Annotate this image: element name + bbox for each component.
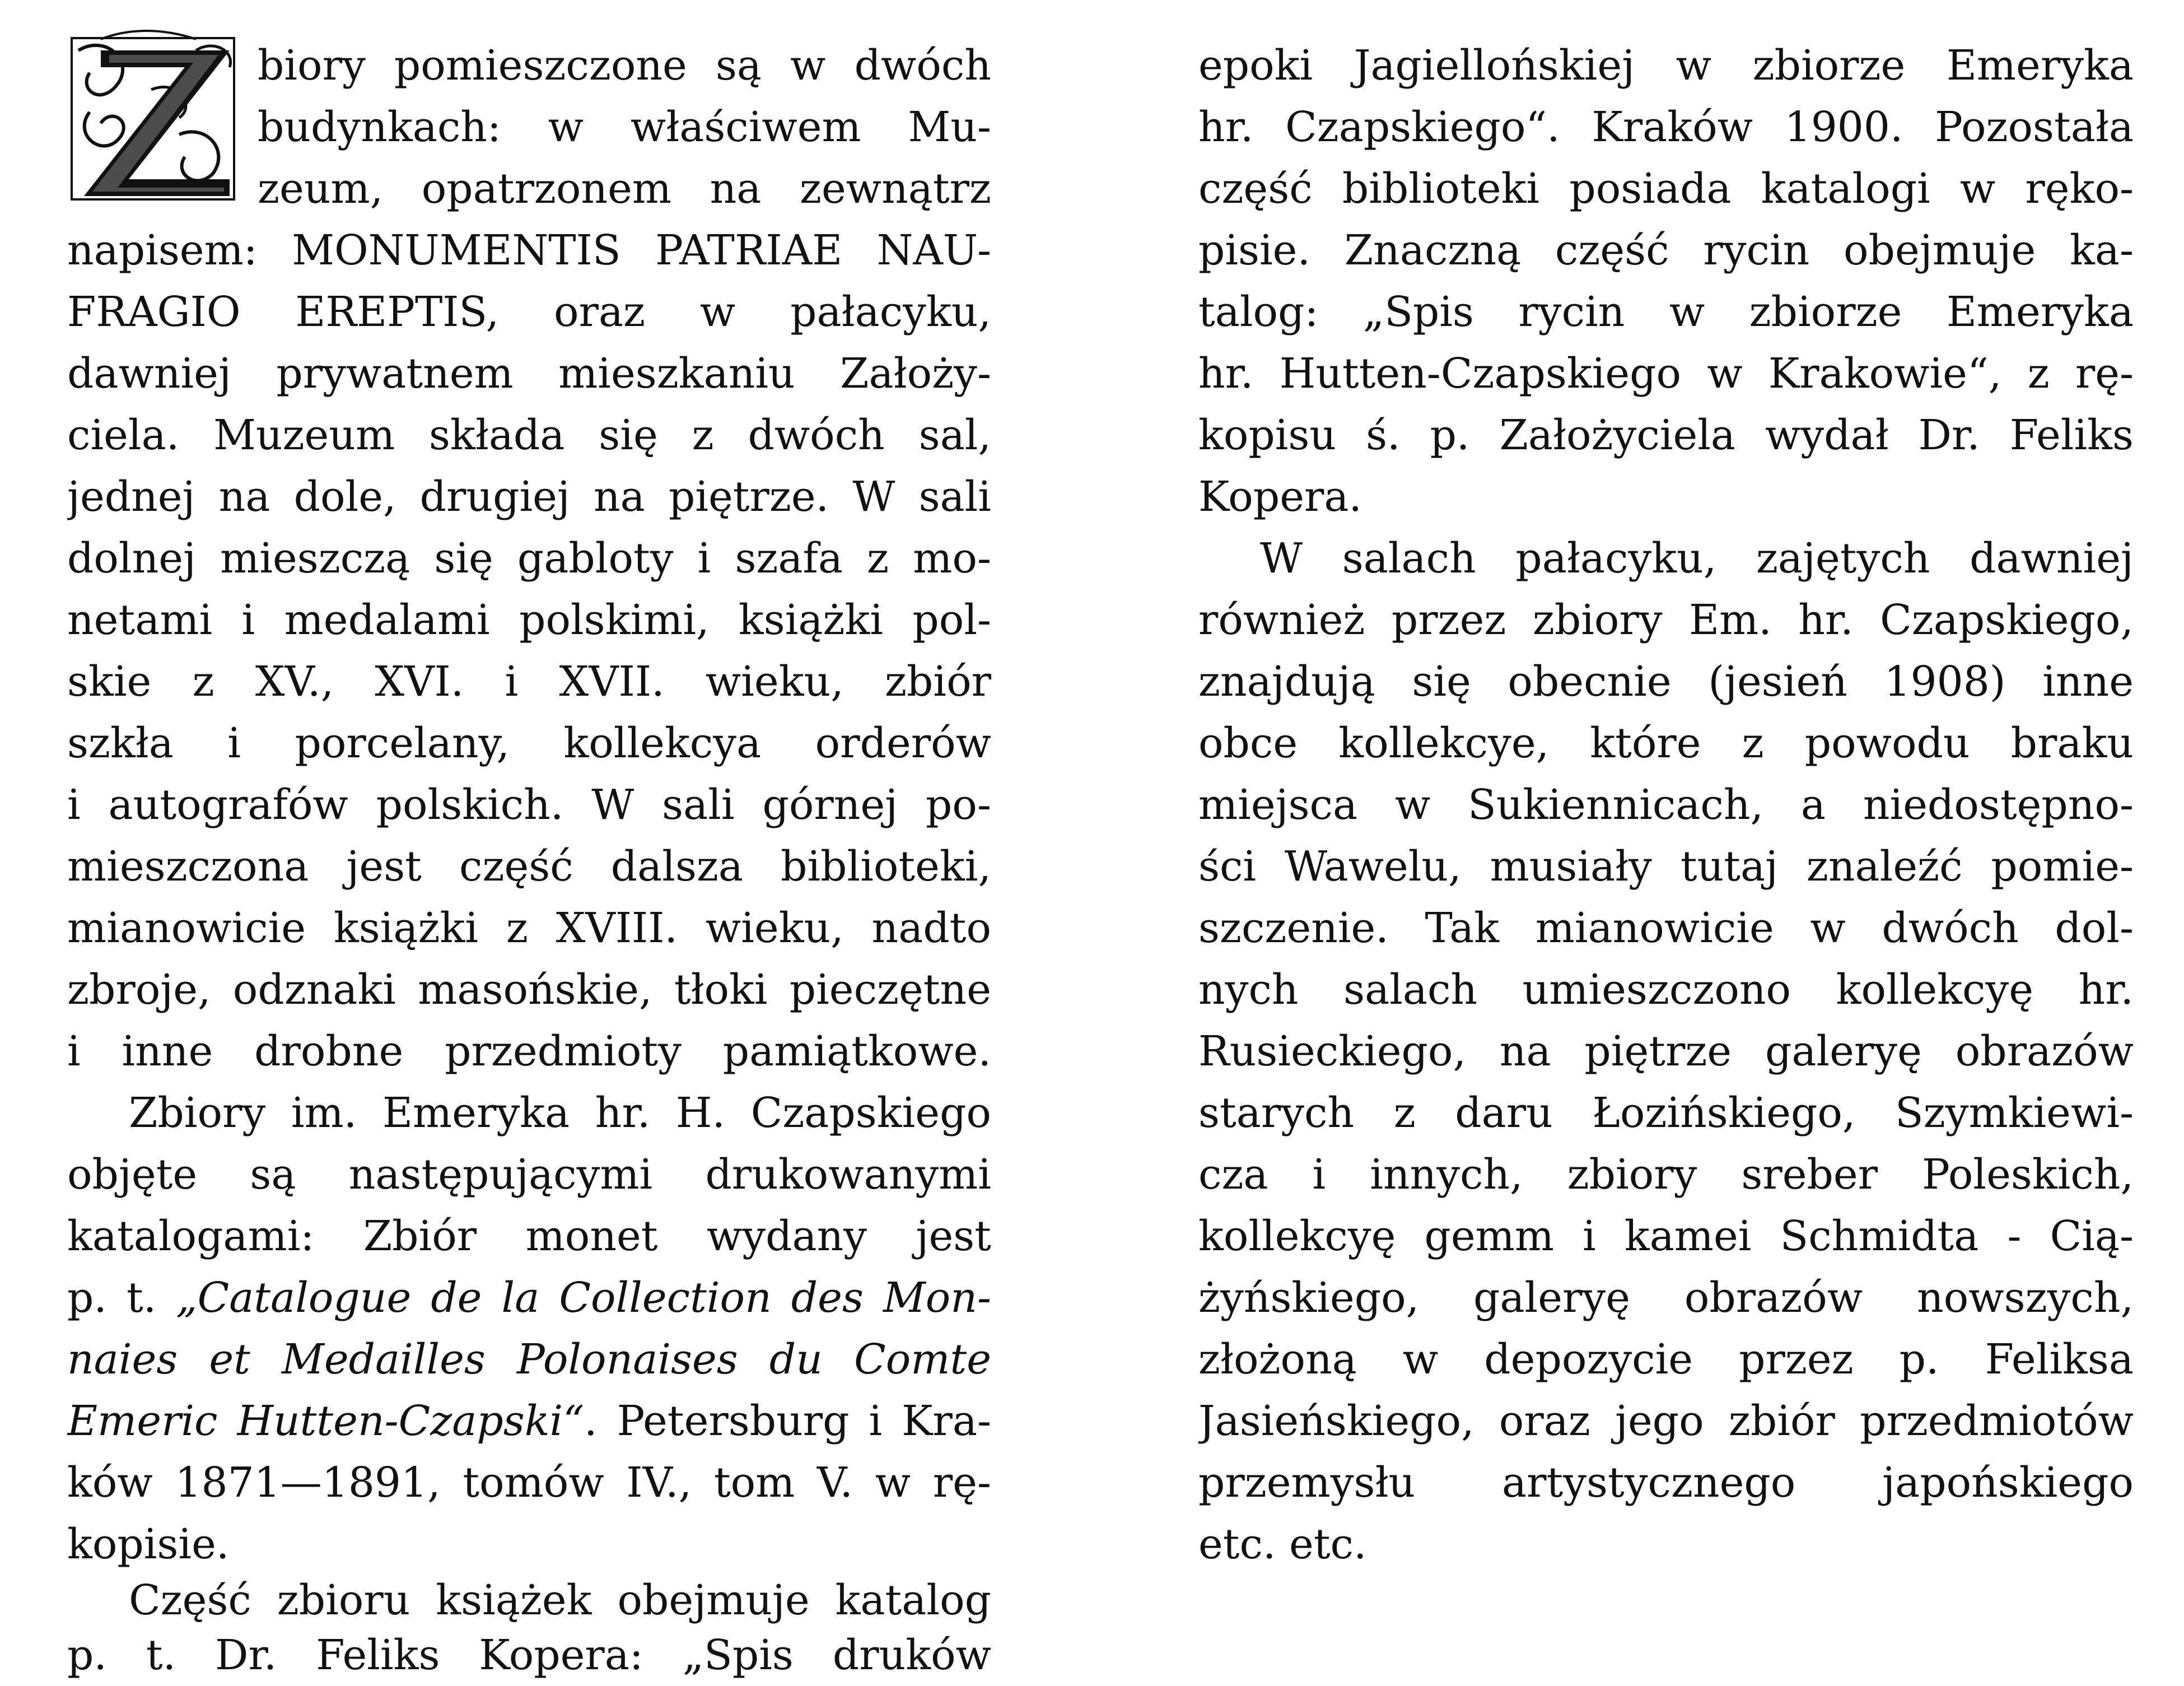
text-line: Zbiory im. Emeryka hr. H. Czapskiego	[129, 1089, 991, 1137]
text-line: starych z daru Łozińskiego, Szymkiewi-	[1198, 1089, 2134, 1137]
text-line: znajdują się obecnie (jesień 1908) inne	[1198, 658, 2134, 706]
decorative-initial-z	[67, 28, 244, 204]
text-line: mianowicie książki z XVIII. wieku, nadto	[67, 904, 991, 952]
text-fragment: . Petersburg i Kra-	[584, 1397, 991, 1445]
text-line: Kopera.	[1198, 473, 1362, 521]
text-line: talog: „Spis rycin w zbiorze Emeryka	[1198, 288, 2134, 336]
text-line: biory pomieszczone są w dwóch	[258, 41, 991, 90]
text-line: Jasieńskiego, oraz jego zbiór przedmiotów	[1198, 1397, 2134, 1445]
text-line: dolnej mieszczą się gabloty i szafa z mo-	[67, 534, 991, 583]
text-line: miejsca w Sukiennicach, a niedostępno-	[1198, 781, 2134, 829]
text-line: Część zbioru książek obejmuje katalog	[129, 1576, 991, 1624]
text-line	[67, 1329, 991, 1390]
text-line: kopisu ś. p. Założyciela wydał Dr. Feliks	[1198, 411, 2134, 459]
text-line: kopisie.	[67, 1520, 230, 1568]
text-line: skie z XV., XVI. i XVII. wieku, zbiór	[67, 658, 991, 706]
text-line: kollekcyę gemm i kamei Schmidta - Cią-	[1198, 1212, 2134, 1260]
text-line: FRAGIO EREPTIS, oraz w pałacyku,	[67, 288, 991, 336]
text-line: Rusieckiego, na piętrze galeryę obrazów	[1198, 1027, 2134, 1075]
text-line: również przez zbiory Em. hr. Czapskiego,	[1198, 596, 2134, 644]
text-line: netami i medalami polskimi, książki pol-	[67, 596, 991, 644]
text-line: hr. Czapskiego“. Kraków 1900. Pozostała	[1198, 103, 2134, 151]
text-line: żyńskiego, galeryę obrazów nowszych,	[1198, 1274, 2134, 1322]
text-line: szkła i porcelany, kollekcya orderów	[67, 719, 991, 767]
text-line: hr. Hutten-Czapskiego w Krakowie“, z rę-	[1198, 350, 2134, 398]
text-line: szczenie. Tak mianowicie w dwóch dol-	[1198, 904, 2134, 952]
text-line-with-italic-title	[67, 1267, 991, 1329]
text-line-with-italic-title	[67, 1390, 991, 1452]
text-line: ciela. Muzeum składa się z dwóch sal,	[67, 411, 991, 459]
text-line: p. t. Dr. Feliks Kopera: „Spis druków	[67, 1631, 991, 1679]
text-line: budynkach: w właściwem Mu-	[258, 103, 991, 151]
text-line: W salach pałacyku, zajętych dawniej	[1260, 534, 2134, 583]
text-fragment: p. t.	[67, 1274, 157, 1322]
text-line: pisie. Znaczną część rycin obejmuje ka-	[1198, 226, 2134, 274]
text-line: część biblioteki posiada katalogi w ręko-	[1198, 165, 2134, 213]
text-line: i inne drobne przedmioty pamiątkowe.	[67, 1027, 991, 1075]
italic-title-fragment: „Catalogue de la Collection des Mon-	[176, 1274, 991, 1322]
text-line: katalogami: Zbiór monet wydany jest	[67, 1212, 991, 1260]
text-line: złożoną w depozycie przez p. Feliksa	[1198, 1335, 2134, 1384]
text-line: napisem: MONUMENTIS PATRIAE NAU-	[67, 226, 991, 274]
text-line: objęte są następującymi drukowanymi	[67, 1151, 991, 1199]
text-line: nych salach umieszczono kollekcyę hr.	[1198, 966, 2134, 1014]
text-line: obce kollekcye, które z powodu braku	[1198, 719, 2134, 767]
text-line: cza i innych, zbiory sreber Poleskich,	[1198, 1151, 2134, 1199]
text-line: epoki Jagiellońskiej w zbiorze Emeryka	[1198, 41, 2134, 90]
italic-title-fragment: Emeric Hutten-Czapski“	[67, 1397, 585, 1445]
italic-title-fragment: naies et Medailles Polonaises du Comte	[67, 1335, 991, 1384]
text-line: przemysłu artystycznego japońskiego	[1198, 1459, 2134, 1507]
text-line: ści Wawelu, musiały tutaj znaleźć pomie-	[1198, 842, 2134, 891]
text-line: etc. etc.	[1198, 1520, 1367, 1568]
text-line: dawniej prywatnem mieszkaniu Założy-	[67, 350, 991, 398]
text-line: zeum, opatrzonem na zewnątrz	[258, 165, 991, 213]
text-line: jednej na dole, drugiej na piętrze. W sali	[67, 473, 991, 521]
text-line: i autografów polskich. W sali górnej po-	[67, 781, 991, 829]
text-line: ków 1871—1891, tomów IV., tom V. w rę-	[67, 1459, 991, 1507]
text-line: zbroje, odznaki masońskie, tłoki pieczętne	[67, 966, 991, 1014]
text-line: mieszczona jest część dalsza biblioteki,	[67, 842, 991, 891]
